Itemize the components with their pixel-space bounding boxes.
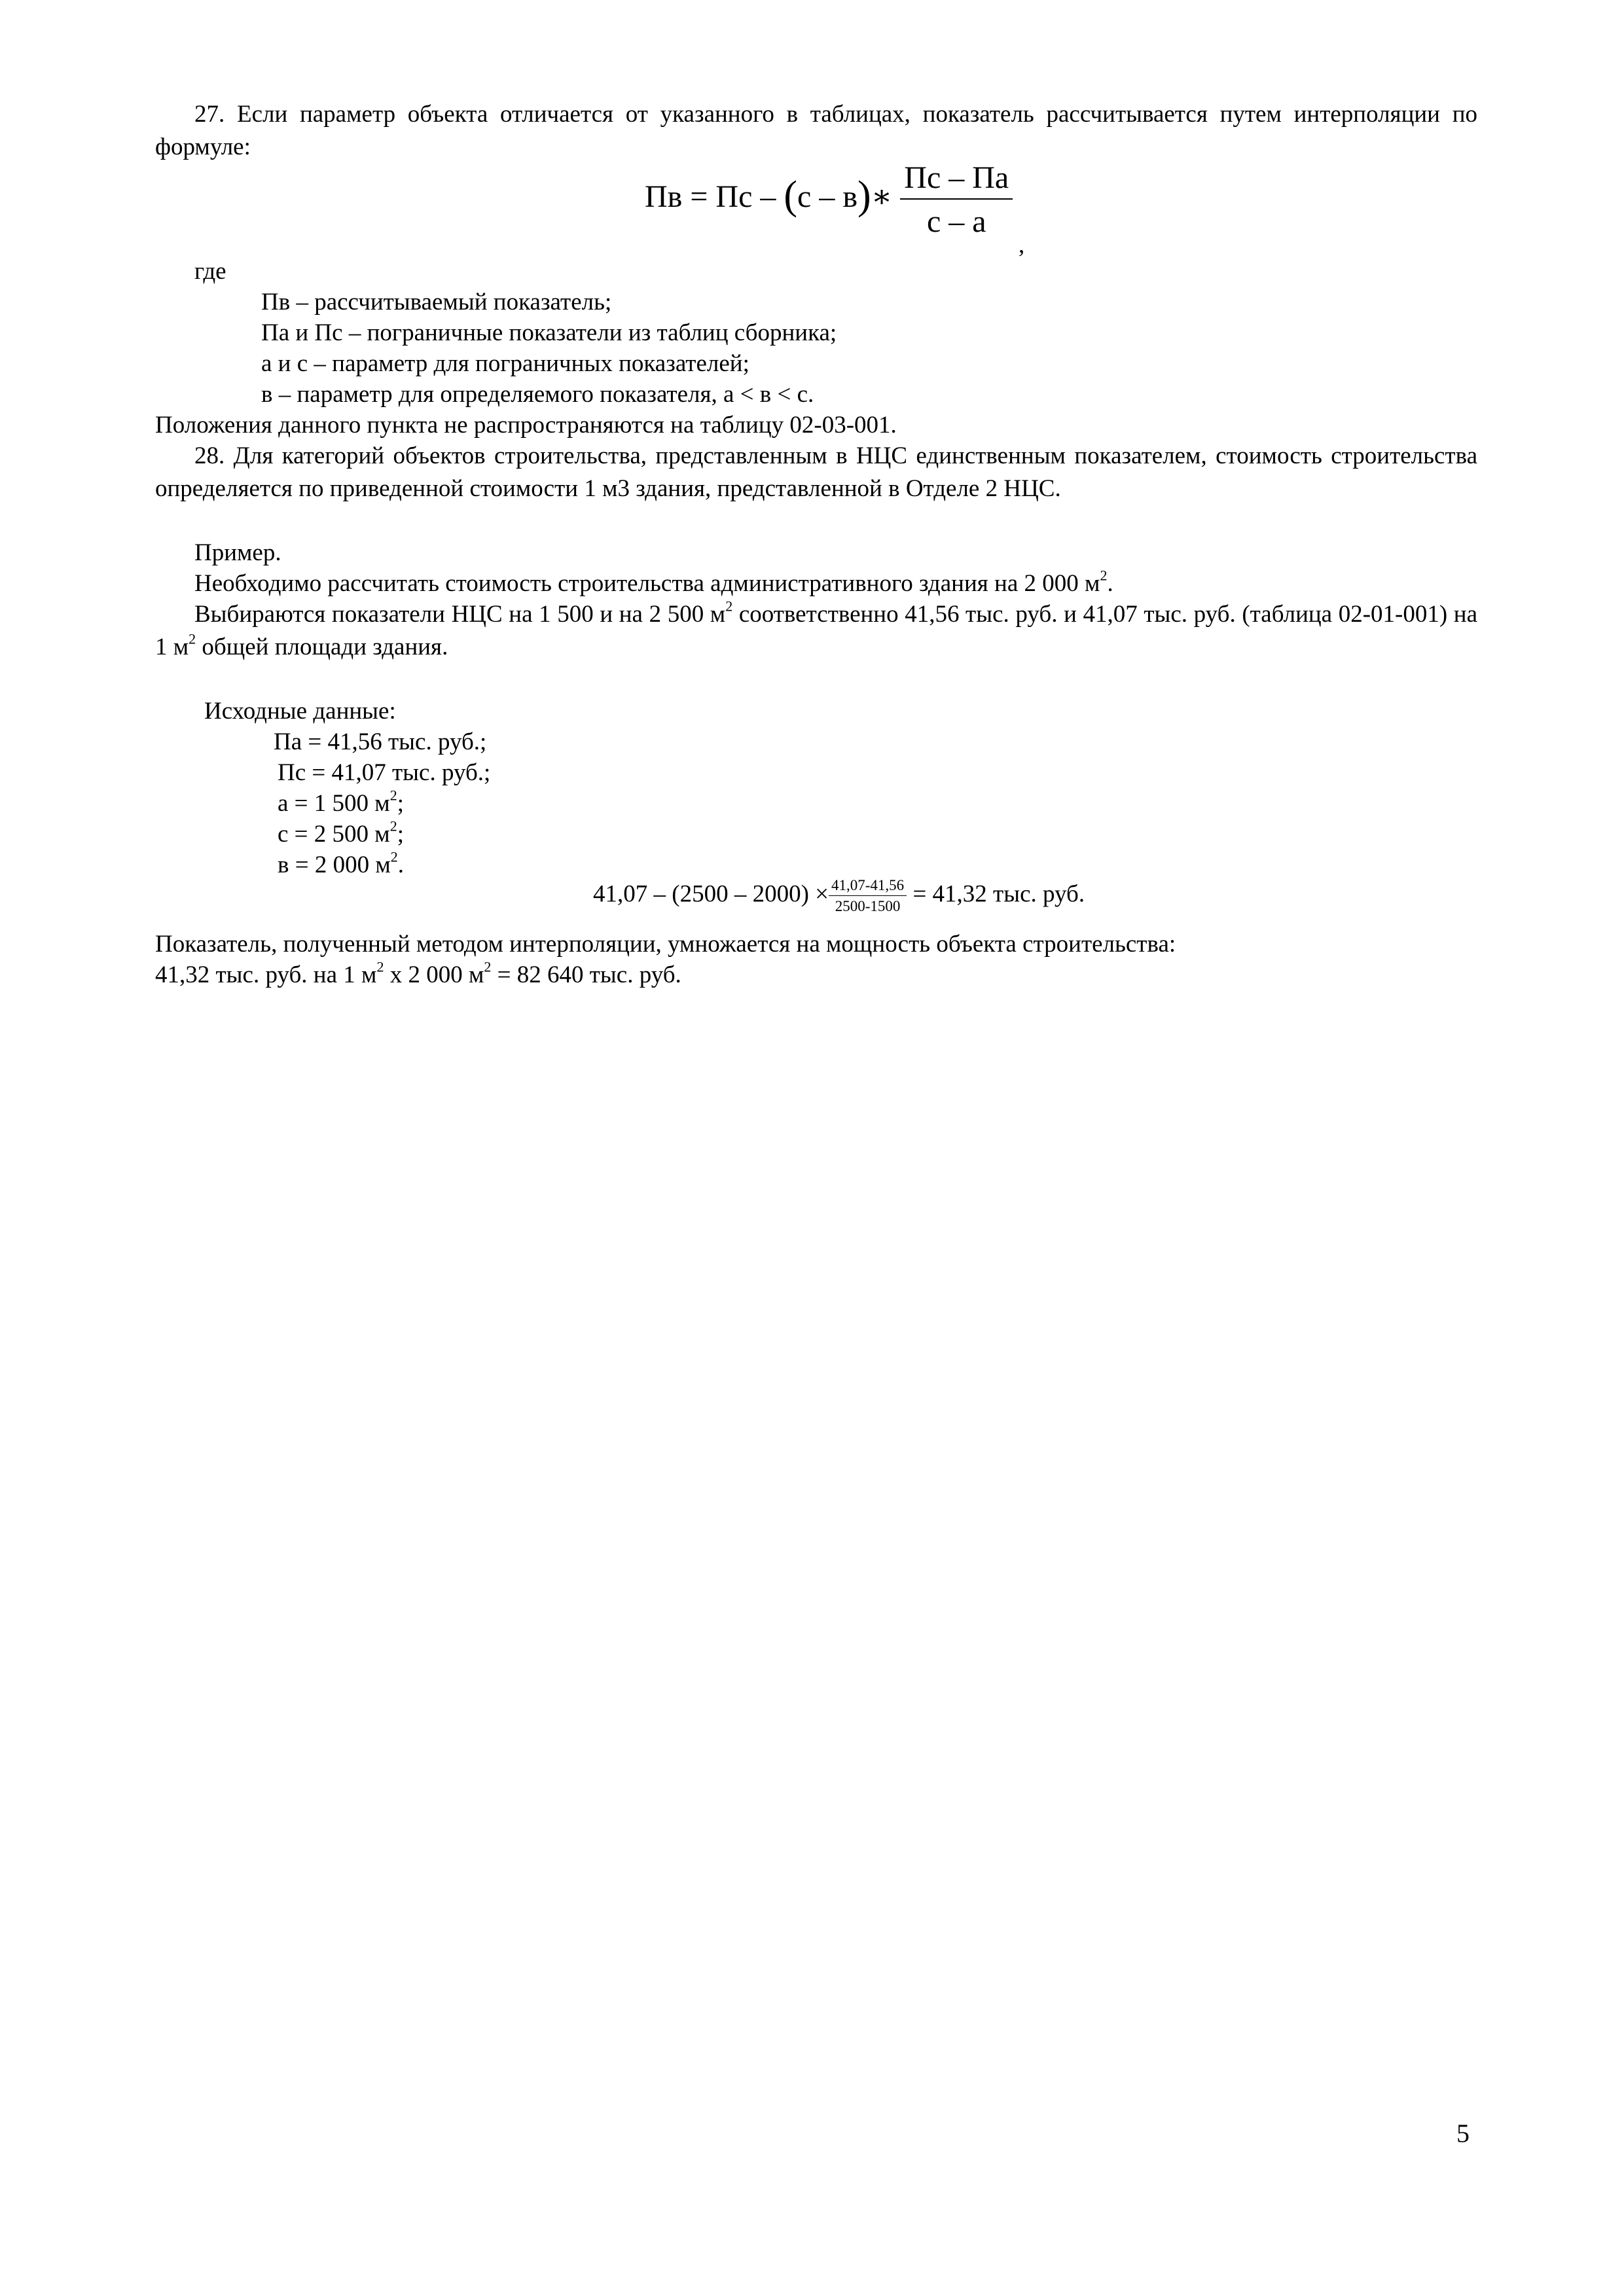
example-selection: Выбираются показатели НЦС на 1 500 и на 2 500 $м^2$ соответственно 41,56 тыс. руб. и 41,07 тыс. руб. (таблица 02-01-001) на 1 $м^2$ общей площади здания. (155, 598, 1477, 660)
calc-fraction (829, 877, 907, 915)
formula-lhs: Пв = Пс – (645, 179, 776, 215)
formula-paren-close: ) (857, 173, 871, 219)
where-item-pa-pc: Па и Пс – пограничные показатели из таблиц сборника; (261, 319, 837, 346)
interpolation-formula (645, 160, 1013, 240)
formula-comma: , (1019, 232, 1025, 259)
input-a: а = 1 500 $м^2$; (278, 787, 404, 817)
paragraph-28: 28. Для категорий объектов строительства, представленным в НЦС единственным показателем, стоимость строительства определяется по приведенной стоимости 1 м3 здания, представленной в Отделе 2 НЦС. (155, 442, 1477, 502)
example-task: Необходимо рассчитать стоимость строительства административного здания на 2 000 $м^2$. (194, 567, 1113, 597)
formula-paren-inner: с – в (797, 179, 857, 215)
formula-fraction (900, 160, 1013, 240)
input-v: в = 2 000 $м^2$. (278, 848, 405, 878)
paragraph-27: 27. Если параметр объекта отличается от указанного в таблицах, показатель рассчитывается путем интерполяции по формуле: (155, 101, 1477, 160)
result-line-2: 41,32 тыс. руб. на 1 $м^2$ х 2 000 $м^2 = 82$ 640 тыс. руб. (155, 958, 681, 988)
result-line-1: Показатель, полученный методом интерполяции, умножается на мощность объекта строительства: (155, 931, 1176, 958)
calc-denominator: 2500-1500 (835, 898, 901, 914)
formula-numerator: Пс – Па (900, 160, 1013, 200)
calc-numerator: 41,07-41,56 (829, 877, 907, 896)
input-pc: Пс = 41,07 тыс. руб.; (278, 759, 491, 786)
where-note: Положения данного пункта не распространяются на таблицу 02-03-001. (155, 412, 897, 439)
where-item-v: в – параметр для определяемого показателя, а < в < с. (261, 381, 814, 408)
calc-rhs: = 41,32 тыс. руб. (912, 880, 1085, 908)
formula-multiply-sign: ∗ (871, 179, 893, 215)
calc-lhs: 41,07 – (2500 – 2000) × (593, 880, 829, 908)
where-item-pv: Пв – рассчитываемый показатель; (261, 289, 612, 315)
input-data-label: Исходные данные: (204, 698, 396, 725)
page-number: 5 (1456, 2119, 1470, 2148)
example-calculation (593, 877, 1085, 915)
where-item-a-c: а и с – параметр для пограничных показателей; (261, 350, 749, 377)
input-pa: Па = 41,56 тыс. руб.; (274, 728, 487, 755)
example-label: Пример. (194, 539, 281, 566)
where-label: где (194, 258, 226, 285)
formula-paren-open: ( (784, 173, 798, 219)
input-c: с = 2 500 $м^2$; (278, 817, 404, 848)
formula-denominator: с – а (926, 204, 986, 239)
